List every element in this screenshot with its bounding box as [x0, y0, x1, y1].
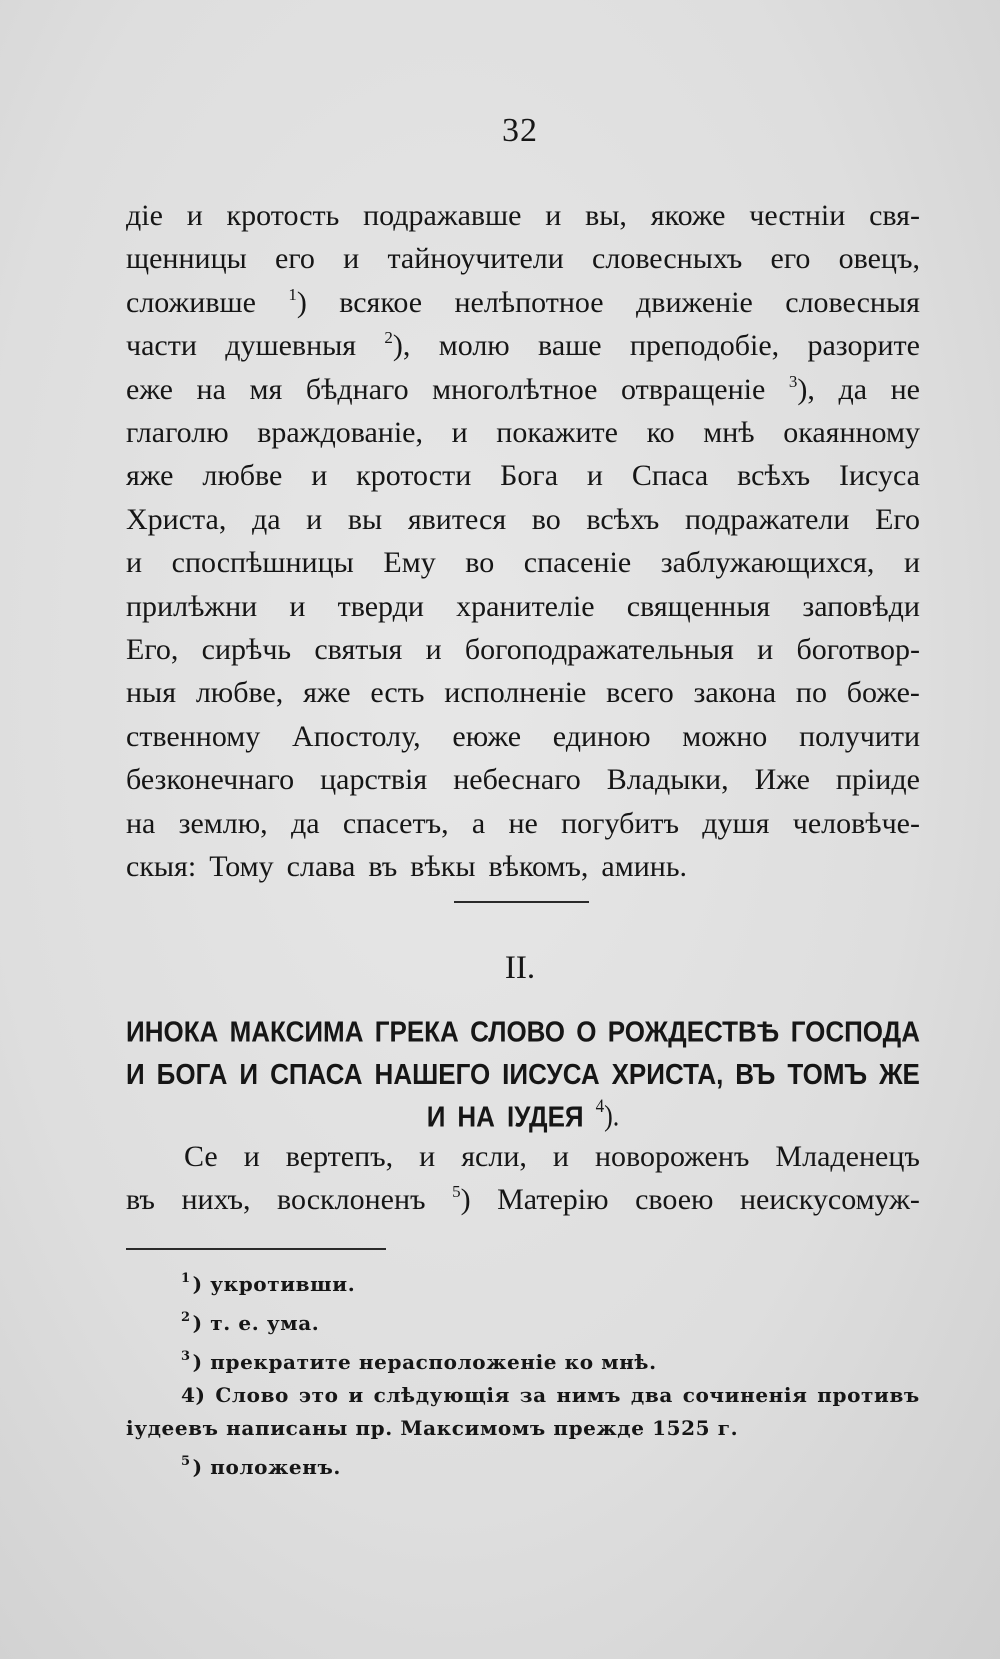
word: еюже: [452, 719, 522, 753]
heading-word: ХРИСТА,: [611, 1057, 724, 1091]
word: царствія: [320, 763, 428, 797]
word: и: [306, 502, 323, 536]
word: и: [343, 242, 360, 276]
footnote-divider: [126, 1248, 386, 1250]
word: Слово: [215, 1383, 290, 1407]
section-number: II.: [504, 950, 536, 986]
word: можно: [682, 719, 768, 753]
word: вѣкомъ,: [488, 850, 589, 884]
word: и: [545, 199, 562, 232]
word: неискусомуж-: [739, 1183, 920, 1217]
word: Христа,: [126, 502, 227, 536]
word: своею: [635, 1183, 714, 1217]
text-line: [126, 802, 920, 845]
word: это: [298, 1383, 339, 1407]
heading-word: СПАСА: [270, 1057, 363, 1091]
word: новороженъ: [594, 1140, 750, 1173]
word: подражатели: [684, 502, 850, 536]
word: Се: [184, 1140, 218, 1173]
footnote-paren: ): [296, 285, 307, 319]
word: движеніе: [636, 285, 753, 319]
word: яже: [303, 676, 351, 710]
word: есть: [370, 676, 425, 710]
word: святыя: [314, 633, 403, 667]
word: ственному: [126, 719, 261, 753]
word: заблужающихся,: [660, 546, 875, 580]
footnote-reference: [288, 281, 307, 324]
footnote: [126, 1379, 920, 1412]
heading-word: ГОСПОДА: [790, 1014, 920, 1049]
footnote-start: [181, 1379, 206, 1412]
heading-word: НАШЕГО: [374, 1057, 491, 1091]
heading-word: МАКСИМА: [229, 1014, 364, 1049]
word: во: [465, 546, 495, 580]
word: священныя: [626, 589, 771, 623]
word: Иже: [754, 763, 810, 797]
word: вѣкы: [410, 850, 476, 884]
word: разорите: [807, 329, 920, 363]
footnote-reference: [384, 324, 410, 367]
word: тверди: [337, 589, 424, 623]
heading-word: РОЖДЕСТВѢ: [607, 1014, 780, 1049]
heading-word: СЛОВО: [470, 1014, 566, 1049]
word: аминь.: [601, 850, 688, 884]
word: нелѣпотное: [454, 285, 604, 319]
footnote-mark: 4: [181, 1383, 196, 1407]
word: погубитъ: [561, 806, 680, 840]
footnote-mark: 5: [181, 1454, 191, 1469]
word: Бога: [500, 459, 559, 493]
word: свя-: [869, 199, 920, 232]
word: не: [890, 372, 920, 406]
word: щенницы: [126, 242, 247, 276]
text-line: [126, 454, 920, 497]
word: тайноучители: [387, 242, 564, 276]
word: въ: [126, 1183, 155, 1217]
word: ныя: [126, 676, 177, 710]
heading-line: [126, 1053, 920, 1096]
word: Апостолу,: [292, 719, 421, 753]
heading-line: [126, 1095, 920, 1138]
footnote-number: 4: [595, 1095, 605, 1117]
word: по: [795, 676, 827, 710]
word: всего: [606, 676, 674, 710]
word: за: [519, 1383, 547, 1407]
word: землю,: [178, 806, 268, 840]
word: и: [126, 546, 143, 580]
word: ясли,: [461, 1140, 527, 1173]
word: хранителіе: [456, 589, 595, 623]
word: исполненіе: [444, 676, 587, 710]
footnote-paren: ).: [604, 1099, 620, 1133]
word: ваше: [538, 329, 602, 363]
word: богоподражательныя: [464, 633, 734, 667]
word: словесныхъ: [592, 242, 743, 276]
word: два: [630, 1383, 673, 1407]
word: нимъ: [556, 1383, 622, 1407]
text-line: [126, 281, 920, 324]
footnote-reference: [596, 1095, 620, 1138]
section-heading: [126, 1010, 920, 1138]
word: и: [451, 416, 468, 450]
footnote-text: ) прекратите нерасположеніе ко мнѣ.: [192, 1350, 657, 1374]
text-line: [126, 585, 920, 628]
word: многолѣтное: [432, 372, 598, 406]
word: заповѣди: [802, 589, 920, 623]
word: подражавше: [363, 199, 522, 232]
text-line: [126, 498, 920, 541]
text-line: [126, 715, 920, 758]
heading-word: ВЪ: [735, 1057, 776, 1091]
word: и: [757, 633, 774, 667]
word: спасетъ,: [342, 806, 449, 840]
word: да: [290, 806, 320, 840]
text-line: [126, 845, 920, 888]
footnote-paren: ): [460, 1183, 471, 1217]
footnote: [126, 1340, 920, 1379]
word: скыя:: [126, 850, 197, 884]
word: пріиде: [835, 763, 920, 797]
heading-word: БОГА: [156, 1057, 228, 1091]
word: кротости: [356, 459, 472, 493]
word: покажите: [496, 416, 618, 450]
text-line: [126, 758, 920, 801]
heading-word: ІУДЕЯ: [506, 1099, 584, 1134]
paragraph-1: [126, 194, 920, 889]
word: и: [425, 633, 442, 667]
footnote-text: ) т. е. ума.: [192, 1311, 320, 1335]
footnote-number: 5: [452, 1182, 461, 1202]
heading-word: ТОМЪ: [787, 1057, 868, 1091]
text-line: [126, 628, 920, 671]
word: и: [419, 1140, 436, 1173]
word: на: [196, 372, 226, 406]
word: молю: [438, 329, 510, 363]
word: словесныя: [785, 285, 920, 319]
word: ): [195, 1383, 206, 1407]
footnote-reference: [452, 1178, 471, 1221]
footnote-reference: [789, 368, 815, 411]
word: вы,: [585, 199, 627, 232]
word: боготвор-: [796, 633, 920, 667]
word: нихъ,: [181, 1183, 251, 1217]
text-line: [126, 1178, 920, 1221]
heading-line: [126, 1010, 920, 1053]
word: споспѣшницы: [171, 546, 354, 580]
word: восклоненъ: [277, 1183, 426, 1217]
footnote: [126, 1445, 920, 1484]
word: не: [508, 806, 538, 840]
word: его: [275, 242, 315, 276]
word: Младенецъ: [775, 1140, 920, 1173]
heading-word: И: [126, 1057, 145, 1091]
heading-word: О: [576, 1014, 597, 1049]
word: еже: [126, 372, 173, 406]
word: его: [770, 242, 811, 276]
heading-word: И: [426, 1099, 446, 1134]
word: бѣднаго: [305, 372, 409, 406]
word: слѣдующія: [373, 1383, 510, 1407]
text-line: [126, 237, 920, 280]
footnote-text: ) положенъ.: [192, 1455, 341, 1479]
footnote-number: 1: [288, 284, 297, 304]
word: Его: [875, 502, 920, 536]
word: преподобіе,: [629, 329, 780, 363]
word: вертепъ,: [285, 1140, 394, 1173]
heading-word: ИНОКА: [126, 1014, 219, 1049]
word: сочиненія: [682, 1383, 808, 1407]
word: да: [251, 502, 281, 536]
word: любве,: [195, 676, 284, 710]
heading-word: ГРЕКА: [374, 1014, 459, 1049]
footnote-number: 2: [384, 328, 393, 348]
paragraph-2: [126, 1135, 920, 1222]
heading-word: И: [239, 1057, 259, 1091]
word: и: [586, 459, 603, 493]
word: Его,: [126, 633, 179, 667]
footnote-mark: 1: [181, 1271, 191, 1286]
footnote: [126, 1262, 920, 1301]
word: всякое: [339, 285, 423, 319]
word: въ: [368, 850, 398, 884]
word: во: [531, 502, 561, 536]
word: человѣче-: [792, 806, 920, 840]
heading-word: ІИСУСА: [502, 1057, 600, 1091]
word: честніи: [749, 199, 846, 232]
word: душя: [702, 806, 770, 840]
word: Спаса: [631, 459, 709, 493]
word: любве: [202, 459, 283, 493]
word: яже: [126, 459, 174, 493]
word: Ему: [383, 546, 436, 580]
word: да: [838, 372, 868, 406]
word: душевныя: [225, 329, 357, 363]
word: ко: [646, 416, 675, 450]
word: всѣхъ: [737, 459, 811, 493]
word: боже-: [846, 676, 920, 710]
footnote-continuation: іудеевъ написаны пр. Максимомъ прежде 1525 г.: [126, 1416, 739, 1440]
footnote-mark: 2: [181, 1310, 191, 1325]
text-line: [126, 368, 920, 411]
word: и: [903, 546, 920, 580]
word: сирѣчь: [201, 633, 292, 667]
word: мя: [249, 372, 283, 406]
word: части: [126, 329, 197, 363]
heading-word: ЖЕ: [879, 1057, 920, 1091]
word: небеснаго: [453, 763, 581, 797]
footnote-paren: ),: [392, 329, 411, 363]
section-divider: [454, 901, 589, 903]
text-line: [126, 194, 920, 237]
footnote-paren: ),: [797, 372, 815, 406]
word: глаголю: [126, 416, 229, 450]
word: закона: [693, 676, 777, 710]
word: спасеніе: [523, 546, 632, 580]
footnotes: [126, 1262, 920, 1484]
word: кротость: [226, 199, 340, 232]
word: единою: [552, 719, 651, 753]
footnote-number: 3: [788, 371, 798, 391]
page-number: 32: [502, 112, 538, 149]
footnote-mark: 3: [181, 1349, 191, 1364]
word: якоже: [650, 199, 726, 232]
word: враждованіе,: [257, 416, 423, 450]
word: окаянному: [783, 416, 920, 450]
word: явитеся: [407, 502, 507, 536]
text-line: [126, 671, 920, 714]
word: Тому: [209, 850, 274, 884]
footnote: [126, 1301, 920, 1340]
word: и: [348, 1383, 364, 1407]
word: Матерію: [497, 1183, 609, 1217]
word: мнѣ: [703, 416, 755, 450]
text-line: [126, 541, 920, 584]
word: слава: [286, 850, 356, 884]
word: и: [289, 589, 306, 623]
footnote-text: ) укротивши.: [192, 1272, 356, 1296]
word: на: [126, 806, 156, 840]
word: Іисуса: [839, 459, 920, 493]
word: и: [311, 459, 328, 493]
word: Владыки,: [606, 763, 729, 797]
text-line: [126, 1135, 920, 1178]
word: получити: [799, 719, 920, 753]
word: безконечнаго: [126, 763, 295, 797]
word: а: [471, 806, 486, 840]
word: и: [243, 1140, 260, 1173]
word: и: [552, 1140, 569, 1173]
word: отвращеніе: [621, 372, 766, 406]
word: вы: [347, 502, 383, 536]
word: всѣхъ: [586, 502, 660, 536]
word: противъ: [817, 1383, 920, 1407]
word: овецъ,: [838, 242, 920, 276]
word: діе: [126, 199, 163, 232]
text-line: [126, 411, 920, 454]
heading-word: НА: [457, 1099, 495, 1134]
word: и: [186, 199, 203, 232]
text-line: [126, 324, 920, 367]
word: прилѣжни: [126, 589, 258, 623]
word: сложивше: [126, 285, 256, 319]
